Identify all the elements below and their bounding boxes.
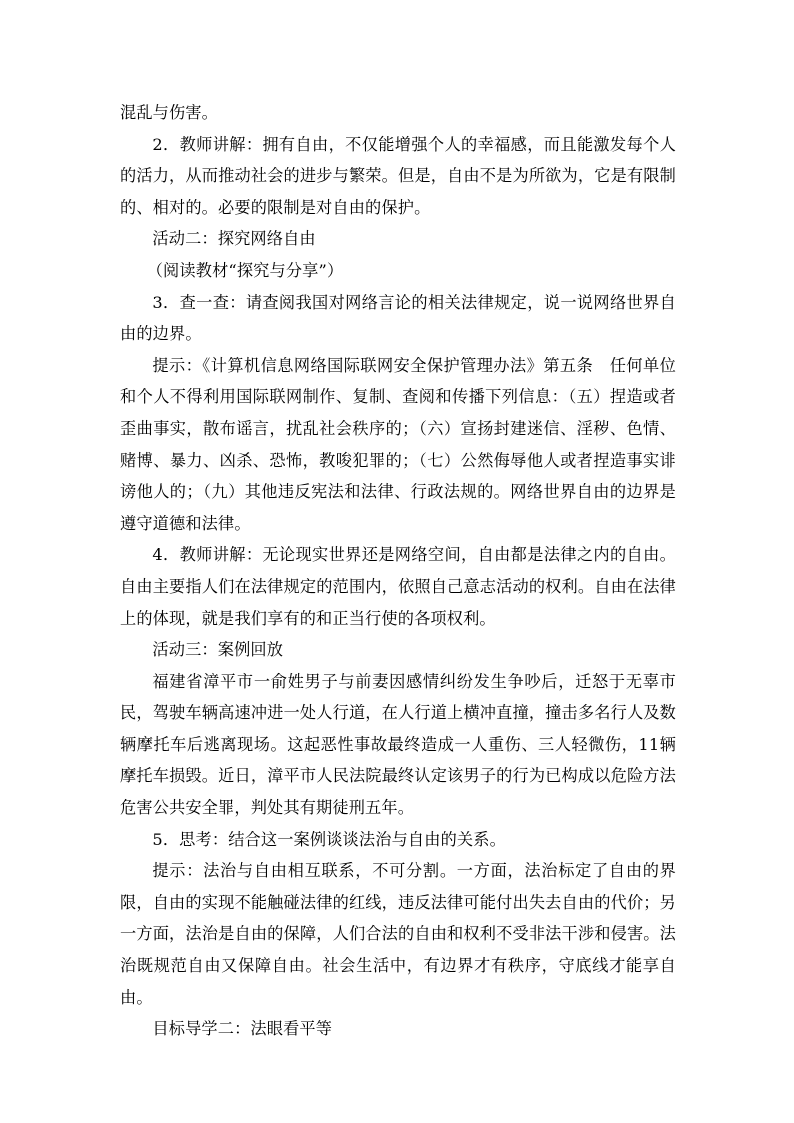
paragraph-hint-rule-of-law: 提示：法治与自由相互联系，不可分割。一方面，法治标定了自由的界限，自由的实现不能触碰法律的红线，违反法律可能付出失去自由的代价；另一方面，法治是自由的保障，人们合法的自由和权利不受非法干涉和侵害。法治既规范自由又保障自由。社会生活中，有边界才有秩序，守底线才能享自由。 — [120, 861, 676, 1007]
paragraph-continuation: 混乱与伤害。 — [120, 103, 219, 122]
document-body — [120, 97, 676, 1045]
paragraph-hint-law: 提示：《计算机信息网络国际联网安全保护管理办法》第五条 任何单位和个人不得利用国际联网制作、复制、查阅和传播下列信息：（五）捏造或者歪曲事实，散布谣言，扰乱社会秩序的；（六）宣扬封建迷信、淫秽、色情、赌博、暴力、凶杀、恐怖，教唆犯罪的；（七）公然侮辱他人或者捏造事实诽谤他人的；（九）其他违反宪法和法律、行政法规的。网络世界自由的边界是遵守道德和法律。 — [120, 355, 676, 533]
paragraph-teacher-explanation-4: 4．教师讲解：无论现实世界还是网络空间，自由都是法律之内的自由。自由主要指人们在法律规定的范围内，依照自己意志活动的权利。自由在法律上的体现，就是我们享有的和正当行使的各项权利。 — [120, 545, 676, 628]
paragraph-teacher-explanation-2: 2．教师讲解：拥有自由，不仅能增强个人的幸福感，而且能激发每个人的活力，从而推动社会的进步与繁荣。但是，自由不是为所欲为，它是有限制的、相对的。必要的限制是对自由的保护。 — [120, 134, 676, 217]
paragraph-case: 福建省漳平市一俞姓男子与前妻因感情纠纷发生争吵后，迁怒于无辜市民，驾驶车辆高速冲进一处人行道，在人行道上横冲直撞，撞击多名行人及数辆摩托车后逃离现场。这起恶性事故最终造成一人重伤、三人轻微伤，11辆摩托车损毁。近日，漳平市人民法院最终认定该男子的行为已构成以危险方法危害公共安全罪，判处其有期徒刑五年。 — [120, 671, 676, 818]
paragraph-reading-note: （阅读教材“探究与分享”） — [146, 260, 344, 280]
heading-goal-2: 目标导学二：法眼看平等 — [152, 1019, 333, 1039]
heading-activity-3: 活动三：案例回放 — [152, 640, 284, 660]
heading-activity-2: 活动二：探究网络自由 — [152, 229, 316, 249]
paragraph-think-5: 5．思考：结合这一案例谈谈法治与自由的关系。 — [152, 829, 506, 849]
paragraph-check-3: 3．查一查：请查阅我国对网络言论的相关法律规定，说一说网络世界自由的边界。 — [120, 292, 676, 344]
